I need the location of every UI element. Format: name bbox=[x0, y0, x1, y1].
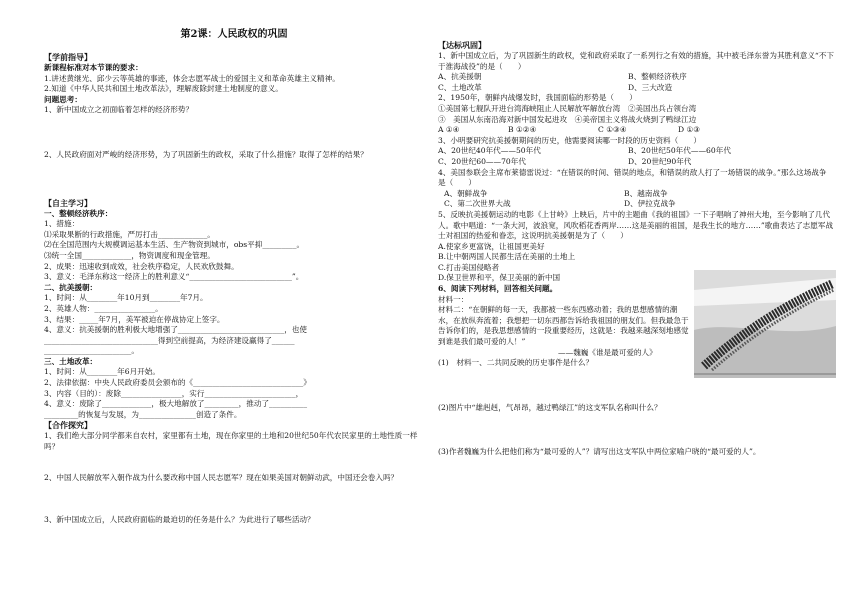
requirement-2: 2.知道《中华人民共和国土地改革法》，理解废除封建土地制度的意义。 bbox=[44, 84, 283, 94]
korea-line-5: ______________________________得到空前提高，为经济建设赢得了______ bbox=[44, 335, 295, 345]
answer-question-2: (2)图片中“雄赳赳，气昂昂，越过鸭绿江”的这支军队名称叫什么？ bbox=[438, 402, 662, 412]
q2-item-line-1: ①美国第七舰队开进台湾海峡阻止人民解放军解放台湾 ②美国出兵占领台湾 bbox=[438, 103, 697, 113]
economy-line-2: ⑴采取果断的行政措施，严厉打击_____________。 bbox=[44, 229, 215, 239]
land-line-4: 4、意义：废除了_____________，极大地解放了_________，推动了__________ bbox=[44, 399, 308, 409]
practice-question-5: 5、反映抗美援朝运动的电影《上甘岭》上映后，片中的主题曲《我的祖国》一下子唱响了神州大地，至今影响了几代人。歌中唱道：“一条大河，波浪宽，风吹稻花香两岸……这是美丽的祖国，是我生长的地方……”歌曲表达了志愿军战士对祖国的热爱和眷恋，这说明抗美援朝是为了（ ） bbox=[438, 209, 834, 241]
land-line-5: _________的恢复与发展，为_______________创造了条件。 bbox=[44, 409, 242, 419]
economy-line-6: 3、意义：毛泽东称这一经济上的胜利意义“___________________________”。 bbox=[44, 272, 304, 282]
material-2-source: ——魏巍《谁是最可爱的人》 bbox=[558, 347, 657, 357]
korea-line-4: 4、意义：抗美援朝的胜利极大地增强了____________________________，也使 bbox=[44, 325, 308, 335]
economy-line-1: 1、措施： bbox=[44, 219, 80, 229]
cooperation-question-3: 3、新中国成立后，人民政府面临的最迫切的任务是什么？为此进行了哪些活动？ bbox=[44, 515, 315, 525]
section-land: 三、土地改革： bbox=[44, 356, 98, 366]
q3-option-a: A、20世纪40年代——50年代 bbox=[438, 146, 541, 156]
material-2-text: 材料二：“在朝鲜的每一天，我都被一些东西感动着；我的思想感情的潮水，在放纵奔流着；我想把一切东西都告诉给我祖国的朋友们。但我最急于告诉你们的，是我思想感情的一段重要经历，这就是：我越来越深刻地感觉到谁是我们最可爱的人！” bbox=[438, 305, 689, 347]
self-study-header: 【自主学习】 bbox=[44, 197, 92, 208]
q3-option-d: D、20世纪90年代 bbox=[628, 156, 692, 166]
q1-option-d: D、三大改造 bbox=[628, 82, 673, 92]
requirement-1: 1.讲述黄继光、邱少云等英雄的事迹，体会志愿军战士的爱国主义和革命英雄主义精神。 bbox=[44, 73, 340, 83]
section-korea: 二、抗美援朝： bbox=[44, 282, 98, 292]
q4-option-b: B、越南战争 bbox=[624, 188, 668, 198]
practice-header: 【达标巩固】 bbox=[438, 40, 486, 50]
requirement-header: 新课程标准对本节课的要求： bbox=[44, 63, 143, 72]
q2-option-a: A ①④ bbox=[438, 125, 460, 135]
practice-question-4: 4、美国参联会主席布莱德雷说过：“在错误的时间、错误的地点，和错误的敌人打了一场错误的战争。”那么这场战争是（ ） bbox=[438, 167, 827, 188]
volunteer-army-photo bbox=[694, 270, 836, 378]
q5-option-b: B.让中朝两国人民都生活在美丽的土地上 bbox=[438, 252, 576, 262]
right-column bbox=[438, 40, 834, 458]
land-line-1: 1、时间：从________年6月开始。 bbox=[44, 367, 160, 377]
practice-question-6: 6、阅读下列材料，回答相关问题。 bbox=[438, 284, 558, 294]
page-title: 第2课：人民政权的巩固 bbox=[180, 29, 288, 40]
q4-option-c: C、第二次世界大战 bbox=[444, 199, 511, 209]
korea-line-3: 3、结果：_____年7月，美军被迫在停战协定上签字。 bbox=[44, 314, 225, 324]
troops-crossing-river-image bbox=[694, 270, 836, 378]
q1-option-c: C、土地改革 bbox=[438, 82, 482, 92]
q2-item-line-2: ③ 美国从东南沿海对新中国发起进攻 ④美帝国主义将战火烧到了鸭绿江边 bbox=[438, 114, 697, 124]
korea-line-1: 1、时间：从________年10月到________年7月。 bbox=[44, 293, 208, 303]
answer-question-1: (1) 材料一、二共同反映的历史事件是什么？ bbox=[438, 358, 594, 368]
cooperation-question-2: 2、中国人民解放军入朝作战为什么要改称中国人民志愿军？现在如果美国对朝鲜动武，中国还会卷入吗？ bbox=[44, 472, 399, 482]
q2-option-d: D ①③ bbox=[678, 125, 701, 135]
cooperation-header: 【合作探究】 bbox=[44, 420, 92, 431]
q3-option-b: B、20世纪50年代——60年代 bbox=[628, 146, 731, 156]
think-question-1: 1、新中国成立之初面临着怎样的经济形势？ bbox=[44, 105, 194, 115]
q3-option-c: C、20世纪60——70年代 bbox=[438, 156, 526, 166]
left-column bbox=[44, 40, 424, 526]
cooperation-question-1: 1、我们绝大部分同学都来自农村，家里都有土地，现在你家里的土地和20世纪50年代农民家里的土地性质一样吗？ bbox=[44, 431, 418, 452]
korea-line-6: _______________________。 bbox=[44, 346, 139, 356]
answer-question-3: (3)作者魏巍为什么把他们称为“最可爱的人”？请写出这支军队中两位家喻户晓的“最可爱的人”。 bbox=[438, 447, 761, 457]
q2-option-b: B ①②④ bbox=[508, 125, 537, 135]
land-line-3: 3、内容（目的）：废除________________，实行________________________， bbox=[44, 388, 304, 398]
section-economy: 一、整顿经济秩序： bbox=[44, 208, 113, 218]
q4-option-d: D、伊拉克战争 bbox=[624, 199, 676, 209]
q5-option-d: D.保卫世界和平，保卫美丽的新中国 bbox=[438, 273, 561, 283]
korea-line-2: 2、英雄人物：________________。 bbox=[44, 303, 163, 313]
think-question-2: 2、人民政府面对严峻的经济形势，为了巩固新生的政权，采取了什么措施？取得了怎样的结果？ bbox=[44, 149, 368, 159]
material-1-label: 材料一： bbox=[438, 294, 469, 304]
q1-option-b: B、整顿经济秩序 bbox=[628, 72, 687, 82]
q5-option-c: C.打击美国侵略者 bbox=[438, 262, 500, 272]
practice-question-2: 2、1950年，朝鲜内战爆发时，我国面临的形势是（ ） bbox=[438, 93, 637, 103]
guide-header: 【学前指导】 bbox=[44, 52, 92, 62]
economy-line-5: 2、成果：迅速收到成效，社会秩序稳定，人民欢欣鼓舞。 bbox=[44, 261, 239, 271]
economy-line-4: ⑶统一全国_____________，物资调度和现金管理。 bbox=[44, 250, 215, 260]
land-line-2: 2、法律依据：中央人民政府委员会颁布的《_____________________________》 bbox=[44, 378, 311, 388]
q4-option-a: A、朝鲜战争 bbox=[444, 188, 488, 198]
question-header: 问题思考： bbox=[44, 94, 82, 104]
q2-option-c: C ①③④ bbox=[598, 125, 627, 135]
economy-line-3: ⑵在全国范围内大规模调运基本生活、生产物资到城市，obs平抑_________。 bbox=[44, 240, 305, 250]
q5-option-a: A.使家乡更富饶，让祖国更美好 bbox=[438, 241, 545, 251]
q1-option-a: A、抗美援朝 bbox=[438, 72, 482, 82]
practice-question-3: 3、小明要研究抗美援朝期间的历史，他需要阅读哪一时段的历史资料（ ） bbox=[438, 135, 702, 145]
practice-question-1: 1、新中国成立后，为了巩固新生的政权，党和政府采取了一系列行之有效的措施，其中被毛泽东誉为其胜利意义“不下于淮海战役”的是（ ） bbox=[438, 51, 834, 71]
